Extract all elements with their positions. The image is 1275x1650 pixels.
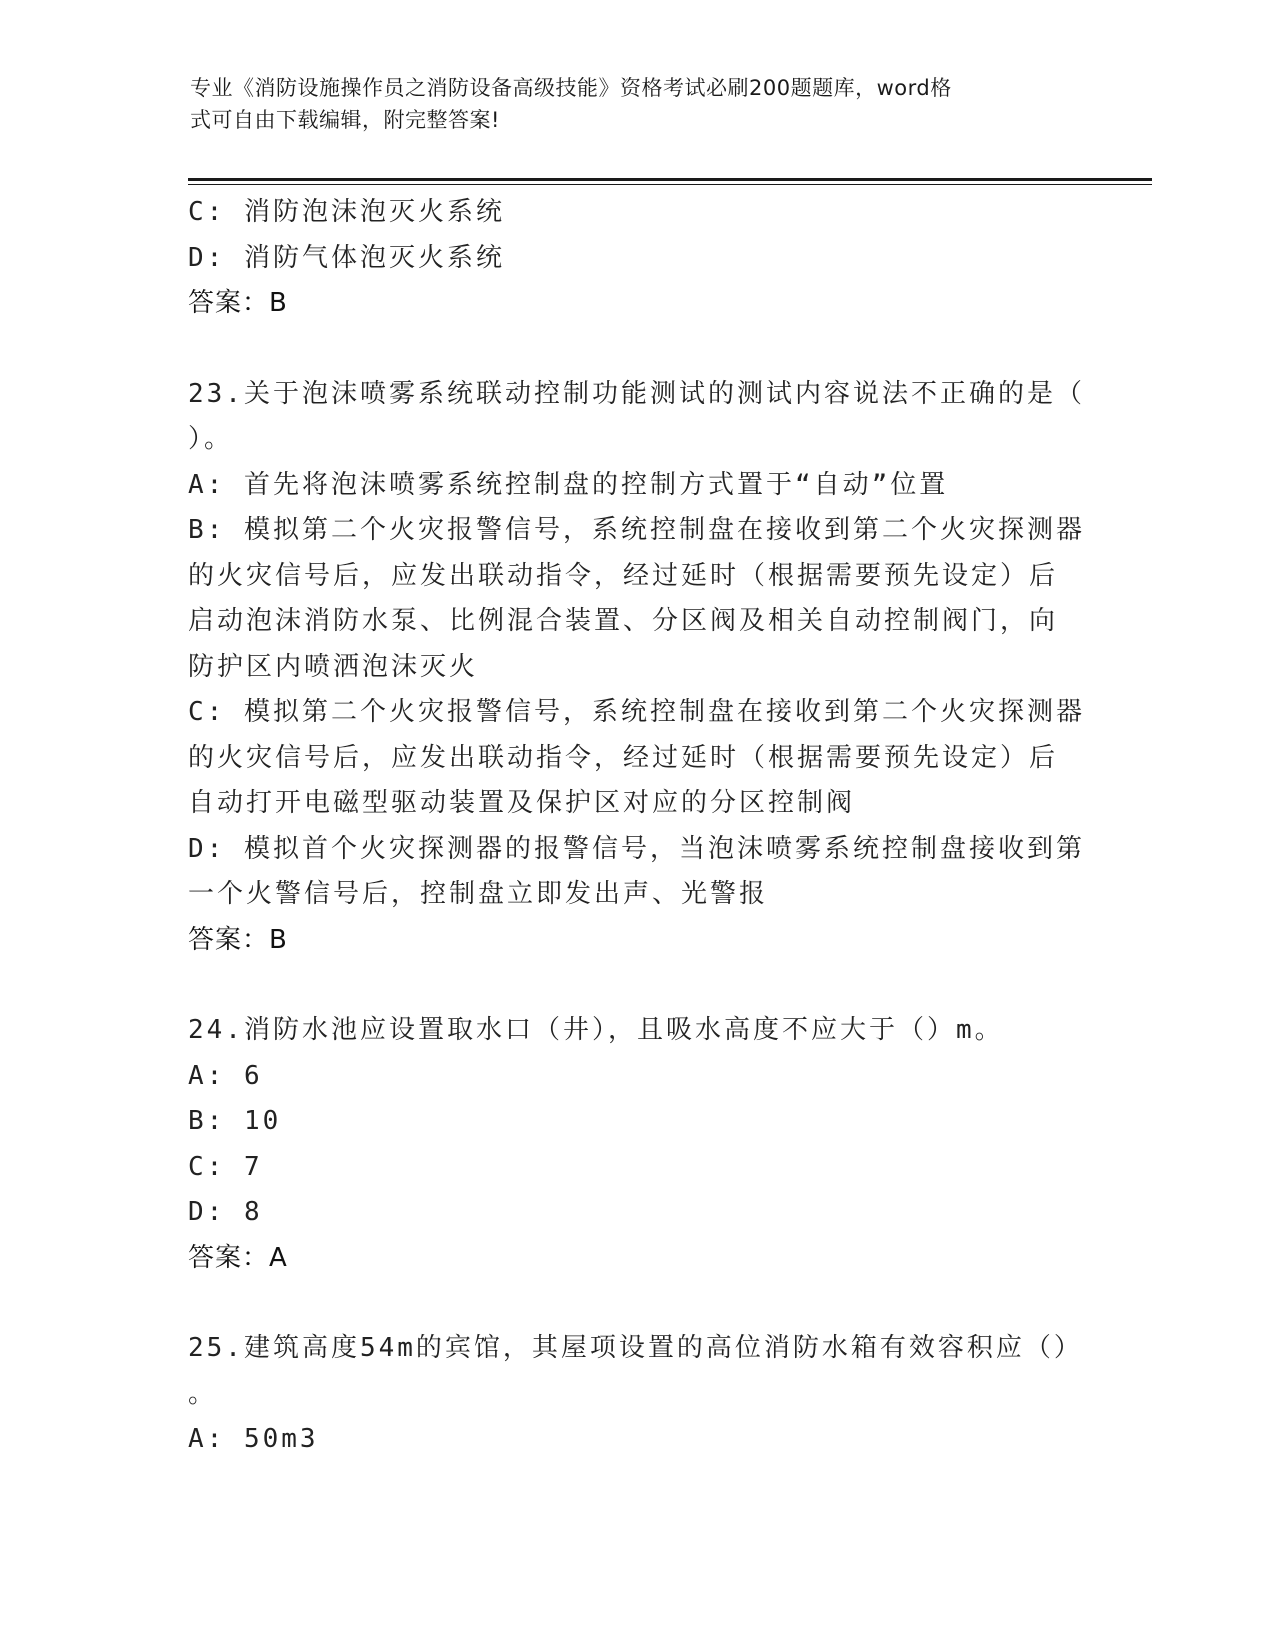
question-stem: 25.建筑高度54m的宾馆，其屋项设置的高位消防水箱有效容积应（） [188, 1333, 1083, 1363]
question-stem: 23.关于泡沫喷雾系统联动控制功能测试的测试内容说法不正确的是（ [188, 378, 1085, 409]
question-stem-cont: 。 [188, 1378, 218, 1409]
answer: 答案：B [188, 924, 288, 955]
option-b: B: 10 [188, 1106, 282, 1136]
answer: 答案：A [188, 1242, 288, 1273]
option-a: A: 首先将泡沫喷雾系统控制盘的控制方式置于“自动”位置 [188, 469, 949, 500]
question-25 [188, 1326, 1088, 1463]
option-b-cont: 的火灾信号后，应发出联动指令，经过延时（根据需要预先设定）后 [188, 560, 1059, 591]
option-b-cont: 启动泡沫消防水泵、比例混合装置、分区阀及相关自动控制阀门，向 [188, 606, 1059, 636]
option-c: C: 模拟第二个火灾报警信号，系统控制盘在接收到第二个火灾探测器 [188, 697, 1085, 727]
spacer [188, 963, 1088, 1008]
option-a: A: 6 [188, 1060, 263, 1091]
option-b: B: 模拟第二个火灾报警信号，系统控制盘在接收到第二个火灾探测器 [188, 515, 1085, 545]
option-d: D: 8 [188, 1197, 263, 1227]
document-header [190, 72, 1090, 136]
option-d-cont: 一个火警信号后，控制盘立即发出声、光警报 [188, 879, 769, 909]
option-d: D: 消防气体泡灭火系统 [188, 242, 505, 273]
header-line-1: 专业《消防设施操作员之消防设备高级技能》资格考试必刷200题题库，word格 [190, 76, 952, 100]
question-23 [188, 372, 1088, 964]
spacer [188, 327, 1088, 372]
question-stem: 24.消防水池应设置取水口（井），且吸水高度不应大于（）m。 [188, 1015, 1004, 1045]
question-list [188, 190, 1088, 1463]
header-rule-thin [188, 184, 1152, 185]
option-d: D: 模拟首个火灾探测器的报警信号，当泡沫喷雾系统控制盘接收到第 [188, 833, 1085, 864]
question-22 [188, 190, 1088, 327]
option-c-cont: 的火灾信号后，应发出联动指令，经过延时（根据需要预先设定）后 [188, 742, 1059, 773]
question-stem-cont: ）。 [188, 424, 234, 454]
option-b-cont: 防护区内喷洒泡沫灭火 [188, 651, 479, 682]
option-c: C: 7 [188, 1151, 263, 1182]
header-line-2: 式可自由下载编辑，附完整答案! [190, 108, 500, 132]
option-a: A: 50m3 [188, 1424, 319, 1454]
question-24 [188, 1008, 1088, 1281]
option-c: C: 消防泡沫泡灭火系统 [188, 197, 505, 227]
option-c-cont: 自动打开电磁型驱动装置及保护区对应的分区控制阀 [188, 788, 856, 818]
answer: 答案：B [188, 288, 288, 318]
header-rule-thick [188, 178, 1152, 181]
spacer [188, 1281, 1088, 1326]
